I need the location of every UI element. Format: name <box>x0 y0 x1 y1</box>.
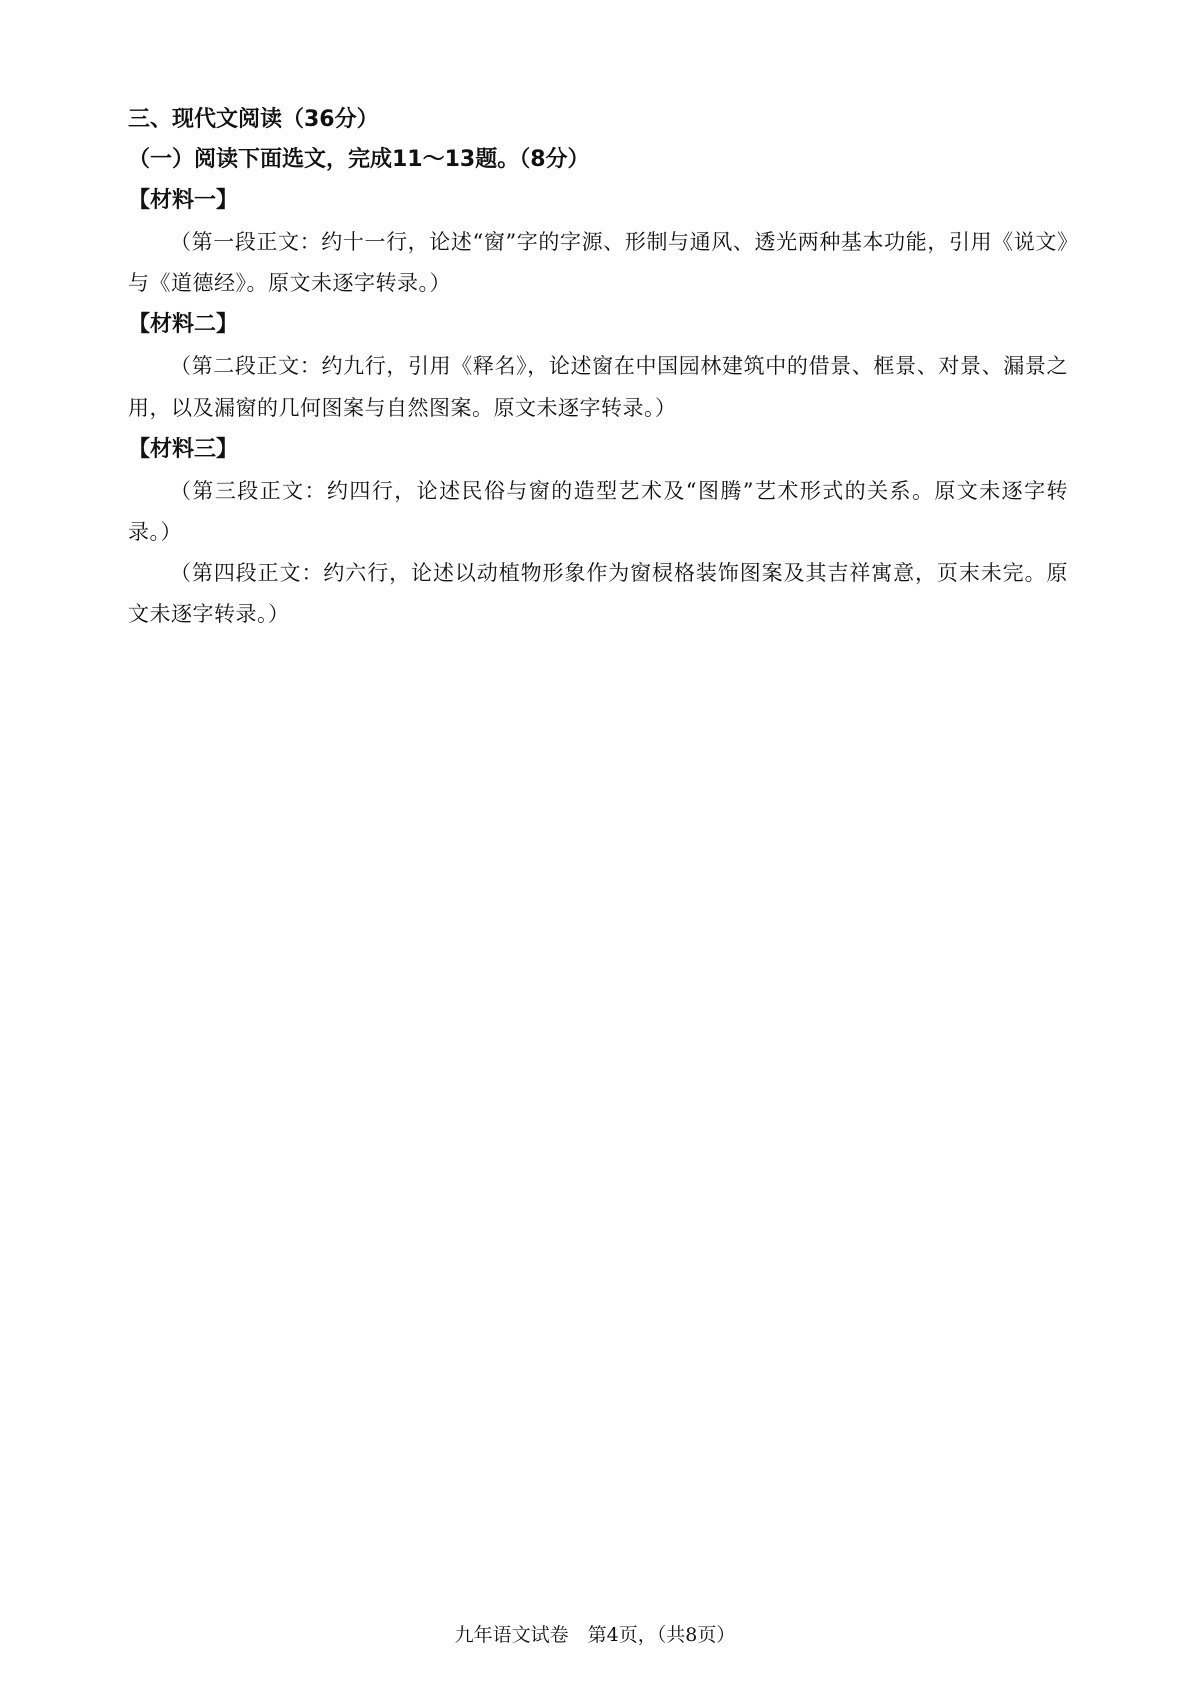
section-title: 三、现代文阅读（36分） <box>128 107 379 132</box>
page-footer: 九年语文试卷 第4页，（共8页） <box>454 1624 736 1646</box>
material-3 <box>128 429 1068 636</box>
material-2-heading: 【材料二】 <box>128 312 239 338</box>
material-1 <box>128 180 1068 304</box>
material-3-heading: 【材料三】 <box>128 436 239 462</box>
material-2 <box>128 304 1068 428</box>
material-3-paragraph-1: （第三段正文：约四行，论述民俗与窗的造型艺术及“图腾”艺术形式的关系。原文未逐字转录。） <box>128 478 1068 545</box>
material-3-paragraph-2: （第四段正文：约六行，论述以动植物形象作为窗棂格装饰图案及其吉祥寓意，页末未完。原文未逐字转录。） <box>128 561 1068 627</box>
material-1-heading: 【材料一】 <box>128 188 239 213</box>
page-content <box>128 100 1068 636</box>
material-2-paragraph: （第二段正文：约九行，引用《释名》，论述窗在中国园林建筑中的借景、框景、对景、漏景之用，以及漏窗的几何图案与自然图案。原文未逐字转录。） <box>128 354 1068 420</box>
material-1-paragraph: （第一段正文：约十一行，论述“窗”字的字源、形制与通风、透光两种基本功能，引用《说文》与《道德经》。原文未逐字转录。） <box>128 230 1068 296</box>
question-instruction: （一）阅读下面选文，完成11～13题。（8分） <box>128 147 590 172</box>
